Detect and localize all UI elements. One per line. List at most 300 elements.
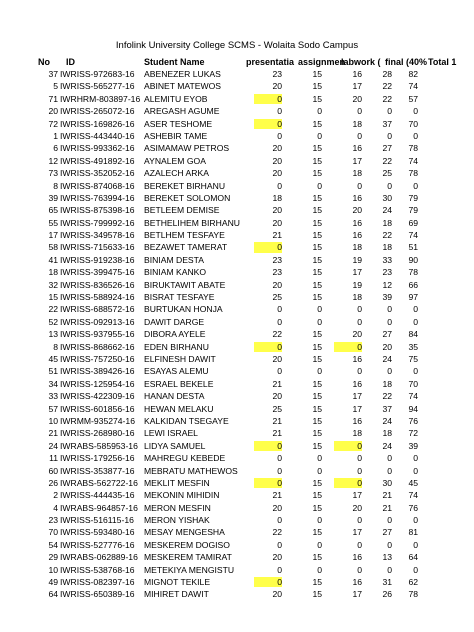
table-row [0, 217, 474, 229]
student-id: IWRISS-874068-16 [60, 180, 135, 191]
table-row [0, 465, 474, 477]
labwork-score: 16 [352, 192, 362, 203]
assignment-score: 15 [312, 477, 322, 488]
total-score: 0 [413, 366, 418, 377]
student-id: IWRABS-964857-16 [60, 502, 138, 513]
total-score: 57 [408, 93, 418, 104]
assignment-score: 0 [317, 515, 322, 526]
row-number: 13 [48, 329, 58, 340]
student-id: IWRHRM-803897-16 [60, 93, 141, 104]
student-id: IWRISS-443440-16 [60, 130, 135, 141]
presentation-score: 20 [272, 391, 282, 402]
assignment-score: 15 [312, 440, 322, 451]
final-score: 27 [382, 143, 392, 154]
row-number: 4 [53, 502, 58, 513]
row-number: 26 [48, 477, 58, 488]
total-score: 69 [408, 217, 418, 228]
presentation-score: 21 [272, 415, 282, 426]
assignment-score: 15 [312, 217, 322, 228]
total-score: 74 [408, 155, 418, 166]
student-id: IWRABS-585953-16 [60, 440, 138, 451]
presentation-score: 20 [272, 205, 282, 216]
presentation-score: 0 [277, 316, 282, 327]
assignment-score: 0 [317, 564, 322, 575]
assignment-score: 15 [312, 502, 322, 513]
final-score: 0 [387, 564, 392, 575]
labwork-score: 16 [352, 69, 362, 79]
presentation-score: 25 [272, 403, 282, 414]
total-score: 0 [413, 130, 418, 141]
row-number: 17 [48, 230, 58, 241]
labwork-score: 0 [357, 440, 362, 451]
total-score: 76 [408, 502, 418, 513]
final-score: 23 [382, 267, 392, 278]
assignment-score: 0 [317, 304, 322, 315]
labwork-score: 0 [357, 515, 362, 526]
final-score: 0 [387, 539, 392, 550]
table-row [0, 526, 474, 538]
header-row [0, 56, 474, 68]
student-name: BIRUKTAWIT ABATE [144, 279, 226, 290]
table-row [0, 378, 474, 390]
total-score: 0 [413, 106, 418, 117]
assignment-score: 15 [312, 93, 322, 104]
student-name: BETHELIHEM BIRHANU [144, 217, 240, 228]
labwork-score: 16 [352, 230, 362, 241]
table-row [0, 291, 474, 303]
student-id: IWRISS-868662-16 [60, 341, 135, 352]
student-id: IWRISS-268980-16 [60, 428, 135, 439]
row-number: 12 [48, 155, 58, 166]
final-score: 28 [382, 69, 392, 79]
row-number: 57 [48, 403, 58, 414]
labwork-score: 18 [352, 242, 362, 253]
labwork-score: 0 [357, 316, 362, 327]
student-id: IWRISS-799992-16 [60, 217, 135, 228]
total-score: 74 [408, 391, 418, 402]
student-id: IWRABS-062889-16 [60, 552, 138, 563]
final-score: 0 [387, 366, 392, 377]
table-row [0, 390, 474, 402]
final-score: 0 [387, 130, 392, 141]
student-name: BURTUKAN HONJA [144, 304, 223, 315]
total-score: 0 [413, 539, 418, 550]
final-score: 22 [382, 81, 392, 92]
table-row [0, 241, 474, 253]
assignment-score: 0 [317, 539, 322, 550]
header-total: Total 1 [428, 57, 457, 67]
total-score: 0 [413, 564, 418, 575]
final-score: 0 [387, 106, 392, 117]
student-id: IWRISS-125954-16 [60, 378, 135, 389]
assignment-score: 15 [312, 428, 322, 439]
final-score: 27 [382, 527, 392, 538]
total-score: 74 [408, 81, 418, 92]
row-number: 33 [48, 391, 58, 402]
presentation-score: 0 [277, 440, 282, 451]
student-id: IWRISS-593480-16 [60, 527, 135, 538]
labwork-score: 16 [352, 378, 362, 389]
table-row [0, 155, 474, 167]
labwork-score: 17 [352, 267, 362, 278]
assignment-score: 15 [312, 589, 322, 600]
table-row [0, 365, 474, 377]
student-name: ASIMAMAW PETROS [144, 143, 230, 154]
row-number: 15 [48, 292, 58, 303]
row-number: 22 [48, 304, 58, 315]
total-score: 45 [408, 477, 418, 488]
presentation-score: 0 [277, 93, 282, 104]
row-number: 41 [48, 254, 58, 265]
table-row [0, 130, 474, 142]
row-number: 11 [49, 453, 58, 464]
table-row [0, 80, 474, 92]
student-name: ABENEZER LUKAS [144, 69, 221, 79]
presentation-score: 20 [272, 217, 282, 228]
row-number: 73 [48, 168, 58, 179]
labwork-score: 17 [352, 155, 362, 166]
assignment-score: 15 [312, 552, 322, 563]
total-score: 0 [413, 453, 418, 464]
row-number: 71 [48, 93, 58, 104]
assignment-score: 15 [312, 118, 322, 129]
row-number: 70 [48, 527, 58, 538]
table-row [0, 105, 474, 117]
total-score: 94 [408, 403, 418, 414]
table-row [0, 266, 474, 278]
total-score: 78 [408, 589, 418, 600]
student-name: MAHREGU KEBEDE [144, 453, 226, 464]
final-score: 0 [387, 316, 392, 327]
row-number: 8 [53, 180, 58, 191]
student-name: BINIAM KANKO [144, 267, 207, 278]
labwork-score: 16 [352, 217, 362, 228]
student-name: BEREKET BIRHANU [144, 180, 226, 191]
final-score: 37 [382, 403, 392, 414]
assignment-score: 15 [312, 69, 322, 79]
row-number: 55 [48, 217, 58, 228]
row-number: 5 [53, 81, 58, 92]
table-row [0, 440, 474, 452]
student-name: MERON YISHAK [144, 515, 210, 526]
final-score: 37 [382, 118, 392, 129]
student-name: LEWI ISRAEL [144, 428, 198, 439]
presentation-score: 0 [277, 130, 282, 141]
presentation-score: 20 [272, 143, 282, 154]
final-score: 24 [382, 440, 392, 451]
final-score: 18 [382, 378, 392, 389]
assignment-score: 15 [312, 292, 322, 303]
assignment-score: 15 [312, 205, 322, 216]
labwork-score: 20 [352, 205, 362, 216]
row-number: 32 [48, 279, 58, 290]
table-body [0, 68, 474, 601]
total-score: 79 [408, 205, 418, 216]
header-labwork: labwork ( [341, 57, 381, 67]
student-name: EDEN BIRHANU [144, 341, 209, 352]
presentation-score: 0 [277, 118, 282, 129]
final-score: 33 [382, 254, 392, 265]
labwork-score: 0 [357, 539, 362, 550]
labwork-score: 16 [352, 415, 362, 426]
student-name: BINIAM DESTA [144, 254, 205, 265]
assignment-score: 15 [312, 267, 322, 278]
final-score: 31 [382, 577, 392, 588]
labwork-score: 0 [357, 180, 362, 191]
row-number: 45 [48, 353, 58, 364]
total-score: 78 [408, 143, 418, 154]
row-number: 29 [48, 552, 58, 563]
presentation-score: 0 [277, 539, 282, 550]
student-name: AYNALEM GOA [144, 155, 206, 166]
final-score: 0 [387, 465, 392, 476]
labwork-score: 18 [352, 168, 362, 179]
row-number: 54 [48, 539, 58, 550]
row-number: 8 [53, 341, 58, 352]
student-name: LIDYA SAMUEL [144, 440, 206, 451]
student-id: IWRISS-565277-16 [60, 81, 135, 92]
labwork-score: 0 [357, 304, 362, 315]
assignment-score: 15 [312, 378, 322, 389]
total-score: 90 [408, 254, 418, 265]
student-id: IWRISS-875398-16 [60, 205, 135, 216]
presentation-score: 18 [272, 192, 282, 203]
final-score: 18 [382, 428, 392, 439]
row-number: 52 [48, 316, 58, 327]
final-score: 18 [382, 242, 392, 253]
final-score: 18 [382, 217, 392, 228]
total-score: 0 [413, 316, 418, 327]
assignment-score: 15 [312, 279, 322, 290]
table-row [0, 477, 474, 489]
row-number: 1 [53, 130, 58, 141]
row-number: 24 [48, 440, 58, 451]
final-score: 21 [382, 490, 392, 501]
row-number: 21 [48, 428, 58, 439]
labwork-score: 17 [352, 391, 362, 402]
presentation-score: 0 [277, 341, 282, 352]
row-number: 64 [48, 589, 58, 600]
presentation-score: 20 [272, 353, 282, 364]
header-final: final (40% [385, 57, 428, 67]
presentation-score: 25 [272, 292, 282, 303]
assignment-score: 0 [317, 465, 322, 476]
presentation-score: 20 [272, 502, 282, 513]
student-name: ESRAEL BEKELE [144, 378, 214, 389]
table-row [0, 539, 474, 551]
student-name: BEREKET SOLOMON [144, 192, 231, 203]
row-number: 60 [48, 465, 58, 476]
student-name: HEWAN MELAKU [144, 403, 214, 414]
assignment-score: 15 [312, 577, 322, 588]
total-score: 70 [408, 118, 418, 129]
row-number: 20 [48, 106, 58, 117]
student-id: IWRISS-757250-16 [60, 353, 135, 364]
student-id: IWRISS-516115-16 [60, 515, 134, 526]
labwork-score: 0 [357, 465, 362, 476]
student-name: MIHIRET DAWIT [144, 589, 209, 600]
student-id: IWRISS-265072-16 [60, 106, 135, 117]
student-id: IWRISS-349578-16 [60, 230, 135, 241]
student-name: METEKIYA MENGISTU [144, 564, 235, 575]
student-name: MEBRATU MATHEWOS [144, 465, 238, 476]
row-number: 65 [48, 205, 58, 216]
student-name: ESAYAS ALEMU [144, 366, 209, 377]
table-row [0, 204, 474, 216]
table-row [0, 514, 474, 526]
assignment-score: 15 [312, 415, 322, 426]
presentation-score: 20 [272, 589, 282, 600]
student-id: IWRISS-444435-16 [60, 490, 135, 501]
student-name: BISRAT TESFAYE [144, 292, 215, 303]
student-name: ABINET MATEWOS [144, 81, 222, 92]
assignment-score: 15 [312, 81, 322, 92]
labwork-score: 0 [357, 564, 362, 575]
assignment-score: 15 [312, 341, 322, 352]
final-score: 24 [382, 415, 392, 426]
final-score: 22 [382, 155, 392, 166]
final-score: 21 [382, 502, 392, 513]
row-number: 72 [48, 118, 58, 129]
assignment-score: 15 [312, 143, 322, 154]
assignment-score: 15 [312, 168, 322, 179]
presentation-score: 0 [277, 304, 282, 315]
student-id: IWRISS-919238-16 [60, 254, 135, 265]
total-score: 78 [408, 267, 418, 278]
final-score: 26 [382, 589, 392, 600]
student-name: MESKEREM DOGISO [144, 539, 230, 550]
table-row [0, 316, 474, 328]
labwork-score: 17 [352, 589, 362, 600]
assignment-score: 15 [312, 391, 322, 402]
sheet-title: Infolink University College SCMS - Wolaita Sodo Campus [115, 40, 359, 51]
table-row [0, 403, 474, 415]
row-number: 49 [48, 577, 58, 588]
row-number: 34 [48, 378, 58, 389]
student-name: ASHEBIR TAME [144, 130, 208, 141]
assignment-score: 0 [317, 316, 322, 327]
final-score: 25 [382, 168, 392, 179]
final-score: 24 [382, 205, 392, 216]
labwork-score: 20 [352, 93, 362, 104]
table-row [0, 167, 474, 179]
presentation-score: 20 [272, 552, 282, 563]
table-row [0, 180, 474, 192]
table-row [0, 192, 474, 204]
row-number: 2 [53, 490, 58, 501]
table-row [0, 229, 474, 241]
final-score: 12 [382, 279, 392, 290]
labwork-score: 18 [352, 428, 362, 439]
presentation-score: 23 [272, 69, 282, 79]
final-score: 22 [382, 391, 392, 402]
total-score: 0 [413, 465, 418, 476]
total-score: 0 [413, 515, 418, 526]
student-name: HANAN DESTA [144, 391, 205, 402]
total-score: 64 [408, 552, 418, 563]
final-score: 39 [382, 292, 392, 303]
student-name: ALEMITU EYOB [144, 93, 208, 104]
labwork-score: 16 [352, 143, 362, 154]
student-id: IWRISS-538768-16 [60, 564, 135, 575]
final-score: 22 [382, 93, 392, 104]
student-id: IWRISS-352052-16 [60, 168, 135, 179]
student-name: AREGASH AGUME [144, 106, 220, 117]
labwork-score: 20 [352, 329, 362, 340]
table-row [0, 551, 474, 563]
presentation-score: 0 [277, 366, 282, 377]
student-name: KALKIDAN TSEGAYE [144, 415, 229, 426]
table-row [0, 303, 474, 315]
total-score: 35 [408, 341, 418, 352]
table-row [0, 118, 474, 130]
presentation-score: 0 [277, 242, 282, 253]
row-number: 10 [48, 564, 58, 575]
assignment-score: 0 [317, 106, 322, 117]
labwork-score: 17 [352, 403, 362, 414]
presentation-score: 0 [277, 515, 282, 526]
row-number: 18 [48, 267, 58, 278]
labwork-score: 0 [357, 477, 362, 488]
labwork-score: 17 [352, 490, 362, 501]
table-row [0, 489, 474, 501]
assignment-score: 15 [312, 230, 322, 241]
student-name: DAWIT DARGE [144, 316, 205, 327]
student-id: IWRISS-092913-16 [60, 316, 135, 327]
row-number: 10 [48, 415, 58, 426]
header-id: ID [66, 57, 75, 67]
row-number: 23 [48, 515, 58, 526]
table-row [0, 254, 474, 266]
row-number: 6 [53, 143, 58, 154]
student-name: AZALECH ARKA [144, 168, 209, 179]
table-row [0, 341, 474, 353]
final-score: 0 [387, 304, 392, 315]
student-id: IWRISS-715633-16 [60, 242, 135, 253]
total-score: 0 [413, 180, 418, 191]
presentation-score: 0 [277, 577, 282, 588]
total-score: 82 [408, 69, 418, 79]
assignment-score: 15 [312, 329, 322, 340]
presentation-score: 0 [277, 106, 282, 117]
student-id: IWRISS-972683-16 [60, 69, 135, 79]
table-row [0, 279, 474, 291]
table-row [0, 68, 474, 80]
assignment-score: 15 [312, 254, 322, 265]
assignment-score: 0 [317, 366, 322, 377]
presentation-score: 23 [272, 267, 282, 278]
labwork-score: 0 [357, 366, 362, 377]
labwork-score: 16 [352, 353, 362, 364]
presentation-score: 23 [272, 254, 282, 265]
final-score: 20 [382, 341, 392, 352]
final-score: 13 [382, 552, 392, 563]
table-row [0, 328, 474, 340]
row-number: 51 [48, 366, 58, 377]
total-score: 79 [408, 192, 418, 203]
final-score: 22 [382, 230, 392, 241]
presentation-score: 21 [272, 490, 282, 501]
presentation-score: 0 [277, 180, 282, 191]
final-score: 0 [387, 453, 392, 464]
presentation-score: 0 [277, 564, 282, 575]
final-score: 0 [387, 515, 392, 526]
student-id: IWRISS-601856-16 [60, 403, 135, 414]
labwork-score: 0 [357, 106, 362, 117]
student-id: IWRISS-763994-16 [60, 192, 135, 203]
assignment-score: 15 [312, 242, 322, 253]
total-score: 76 [408, 415, 418, 426]
